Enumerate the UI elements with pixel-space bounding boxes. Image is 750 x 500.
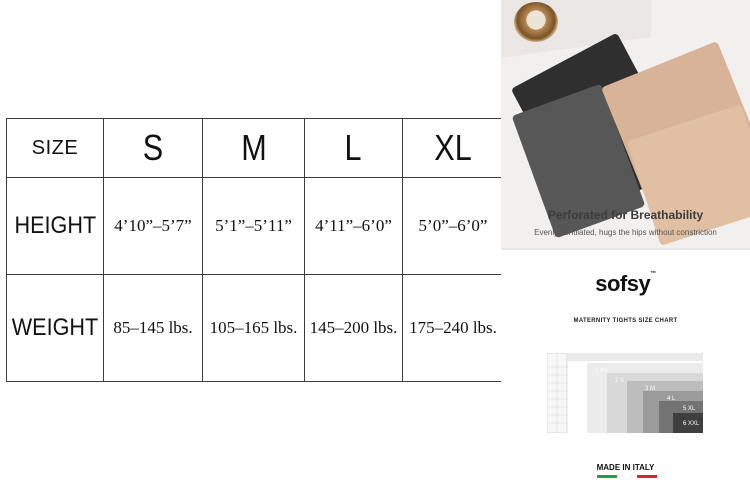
weight-label: WEIGHT <box>7 275 104 382</box>
size-chart-title: MATERNITY TIGHTS SIZE CHART <box>573 318 678 324</box>
weight-s: 85–145 lbs. <box>104 275 203 382</box>
height-xl: 5’0”–6’0” <box>403 178 504 275</box>
label-xs: 1 XS <box>595 368 609 374</box>
weight-xl: 175–240 lbs. <box>403 275 504 382</box>
size-s-header: S <box>104 119 203 178</box>
brand-logo: sofsy™ <box>595 271 656 296</box>
made-in-italy: MADE IN ITALY <box>596 463 655 472</box>
size-m-header: M <box>203 119 305 178</box>
label-xxl: 6 XXL <box>683 421 700 427</box>
size-chart-graphic <box>547 353 707 433</box>
photo-headline: Perforated for Breathability <box>547 208 704 222</box>
size-header-row <box>7 119 504 178</box>
size-xl-header: XL <box>403 119 504 178</box>
height-l: 4’11”–6’0” <box>305 178 403 275</box>
height-s: 4’10”–5’7” <box>104 178 203 275</box>
label-l: 4 L <box>667 396 676 402</box>
size-header-label: SIZE <box>7 119 104 178</box>
height-m: 5’1”–5’11” <box>203 178 305 275</box>
size-table <box>6 118 504 382</box>
italy-flag-green-stripe <box>597 475 617 478</box>
size-chart-panel <box>501 250 750 500</box>
label-xl: 5 XL <box>683 406 696 412</box>
weight-m: 105–165 lbs. <box>203 275 305 382</box>
italy-flag-red-stripe <box>637 475 657 478</box>
weight-l: 145–200 lbs. <box>305 275 403 382</box>
weight-header-band <box>567 353 703 361</box>
height-label: HEIGHT <box>7 178 104 275</box>
photo-subtext: Evenly ventilated, hugs the hips without constriction <box>534 228 717 237</box>
product-photo <box>501 0 750 248</box>
weight-row <box>7 275 504 382</box>
candle-image <box>514 2 558 42</box>
label-s: 2 S <box>615 378 625 384</box>
label-m: 3 M <box>645 386 656 392</box>
height-row <box>7 178 504 275</box>
size-l-header: L <box>305 119 403 178</box>
